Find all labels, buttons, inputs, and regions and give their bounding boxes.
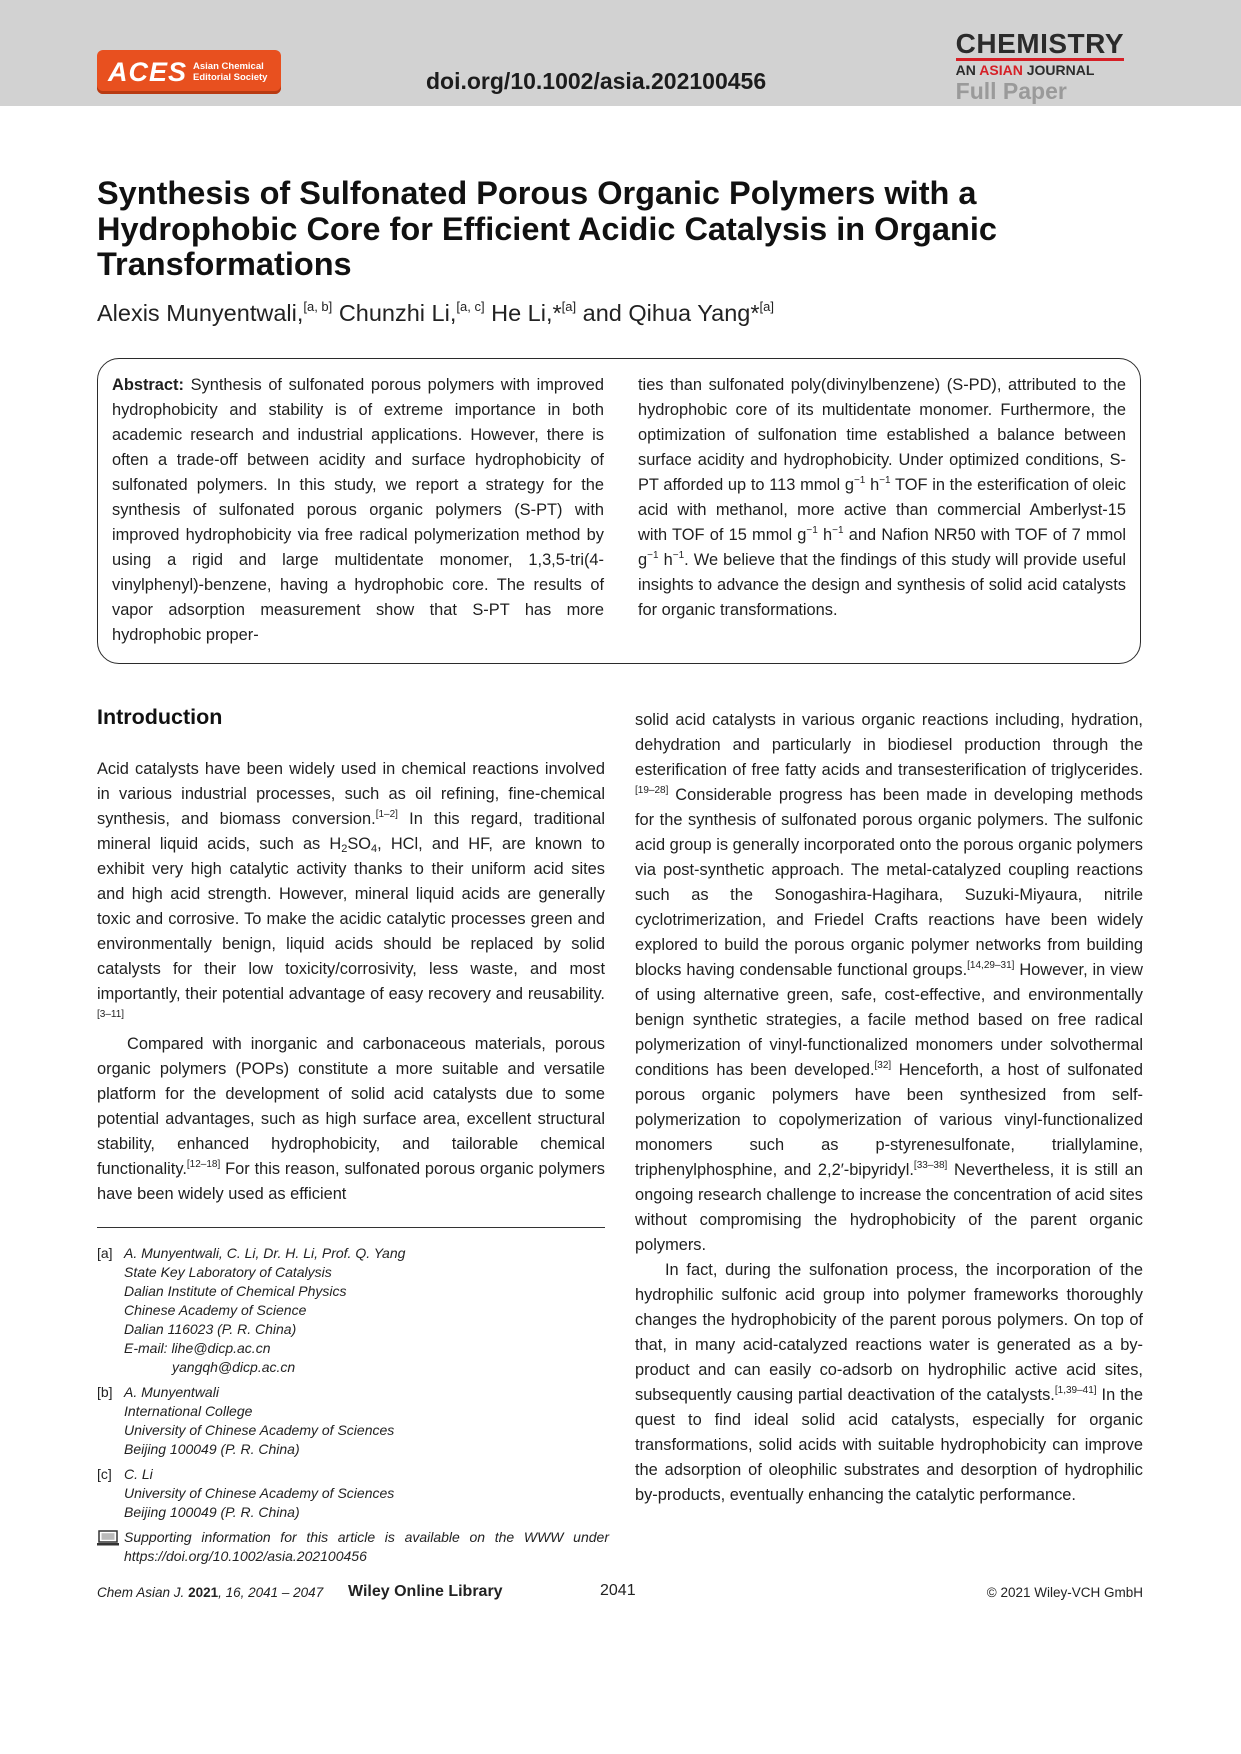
abstract-text: Synthesis of sulfonated porous polymers with improved hydrophobicity and stability is of extreme importance in both academic research and industrial applications. However, there is often a trade-off between acidity and surface hydrophobicity of sulfonated polymers. In this study, we report a strategy for the synthesis of sulfonated porous organic polymers (S-PT) with improved hydrophobicity via free radical polymerization method by using a rigid and large multidentate monomer, 1,3,5-tri(4-vinylphenyl)-benzene, having a hydrophobic core. The results of vapor adsorption measurement show that S-PT has more hydrophobic proper- [112, 376, 605, 644]
citation-link[interactable]: [19–28] [635, 785, 669, 796]
paragraph: Compared with inorganic and carbonaceous materials, porous organic polymers (POPs) constitute a more suitable and versatile platform for the development of solid acid catalysts due to some potential advantages, such as high surface area, excellent structural stability, enhanced hydrophobicity, and tailorable chemical functionality.[12–18] For this reason, sulfonated porous organic polymers have been widely used as efficient [97, 1035, 605, 1203]
footnote-item: [b] A. Munyentwali International College University of Chinese Academy of Sciences Beijing 100049 (P. R. China) [97, 1384, 395, 1457]
citation-link[interactable]: [12–18] [186, 1159, 221, 1170]
paragraph: Acid catalysts have been widely used in chemical reactions involved in various industrial processes, such as oil refining, fine-chemical synthesis, and biomass conversion.[1–2] In this regard, traditional mineral liquid acids, such as $H_2SO_4$, HCl, and HF, are known to exhibit very high catalytic activity thanks to their uniform acid sites and high acid strength. However, mineral liquid acids are generally toxic and corrosive. To make the acidic catalytic processes green and environmentally benign, liquid acids should be replaced by solid catalysts for their low toxicity/corrosivity, less waste, and most importantly, their potential advantage of easy recovery and reusability.[3–11] [97, 760, 605, 1020]
body-left-column [97, 757, 605, 1207]
author-name: and Qihua Yang* [582, 300, 760, 326]
paragraph: solid acid catalysts in various organic reactions including, hydration, dehydration and particularly in biodiesel production through the esterification of free fatty acids and transesterification of triglycerides.[19–28] Considerable progress has been made in developing methods for the synthesis of sulfonated porous organic polymers. The sulfonic acid group is generally incorporated onto the porous organic polymers via post-synthetic approach. The metal-catalyzed coupling reactions such as the Sonogashira-Hagihara, Suzuki-Miyaura, nitrile cyclotrimerization, and Friedel Crafts reactions have been widely explored to build the porous organic polymer networks from building blocks having condensable functional groups.[14,29–31] However, in view of using alternative green, safe, cost-effective, and environmentally benign synthetic strategies, a facile method based on free radical polymerization of vinyl-functionalized monomers under solvothermal conditions has been developed.[32] Henceforth, a host of sulfonated porous organic polymers have been synthesized from self-polymerization to copolymerization of various vinyl-functionalized monomers such as p-styrenesulfonate, triallylamine, triphenylphosphine, and 2,2′-bipyridyl.[33–38] Nevertheless, it is still an ongoing research challenge to increase the concentration of acid sites without compromising the hydrophobicity of the parent organic polymers. [635, 711, 1143, 1254]
abstract-label: Abstract: [112, 376, 184, 394]
affiliation-footnotes [97, 1244, 609, 1566]
society-logo[interactable] [97, 50, 281, 94]
footnote-item: [a] A. Munyentwali, C. Li, Dr. H. Li, Prof. Q. Yang State Key Laboratory of Catalysis Dalian Institute of Chemical Physics Chinese Academy of Science Dalian 116023 (P. R. China) E-mail: lihe@dicp.ac.cn yangqh@dicp.ac.cn [97, 1245, 406, 1375]
footnote-item: [c] C. Li University of Chinese Academy of Sciences Beijing 100049 (P. R. China) [97, 1466, 395, 1520]
author-name: Chunzhi Li, [338, 300, 457, 326]
author-name: He Li,* [491, 300, 562, 326]
article-type: Full Paper [955, 78, 1067, 104]
doi-link[interactable]: doi.org/10.1002/asia.202100456 [426, 68, 767, 94]
copyright: © 2021 Wiley-VCH GmbH [986, 1585, 1143, 1600]
abstract-right-column: ties than sulfonated poly(divinylbenzene) (S-PD), attributed to the hydrophobic core of its multidentate monomer. Furthermore, the optimization of sulfonation time established a balance between surface acidity and hydrophobicity. Under optimized conditions, S-PT afforded up to 113 mmol g$^{-1}$ h$^{-1}$ TOF in the esterification of oleic acid with methanol, more active than commercial Amberlyst-15 with TOF of 15 mmol g$^{-1}$ h$^{-1}$ and Nafion NR50 with TOF of 7 mmol g$^{-1}$ h$^{-1}$. We believe that the findings of this study will provide useful insights to advance the design and synthesis of solid acid catalysts for organic transformations. [638, 376, 1127, 619]
citation-link[interactable]: [14,29–31] [967, 960, 1015, 971]
citation-link[interactable]: [1,39–41] [1054, 1385, 1097, 1396]
author-name: Alexis Munyentwali, [97, 300, 304, 326]
citation-link[interactable]: [1–2] [375, 809, 398, 820]
computer-icon [97, 1530, 119, 1546]
journal-name: CHEMISTRY [955, 28, 1124, 59]
abstract-left-column [112, 373, 604, 648]
citation-footer: Chem Asian J. 2021, 16, 2041 – 2047 [97, 1585, 324, 1600]
paragraph: In fact, during the sulfonation process, the incorporation of the hydrophilic sulfonic acid group into polymer frameworks thoroughly changes the hydrophobicity of the parent porous polymers. On top of that, in many acid-catalyzed reactions water is generated as a by-product and can easily co-adsorb on hydrophilic active acid sites, subsequently causing partial deactivation of the catalysts.[1,39–41] In the quest to find ideal solid acid catalysts, especially for organic transformations, solid acids with suitable hydrophobicity can improve the adsorption of oleophilic substrates and desorption of hydrophilic by-products, eventually enhancing the catalytic performance. [635, 1261, 1143, 1504]
author-list: Alexis Munyentwali,[a, b] Chunzhi Li,[a, c] He Li,*[a] and Qihua Yang*[a] [97, 299, 774, 326]
wiley-online-library-link[interactable]: Wiley Online Library [348, 1583, 503, 1600]
body-right-column [635, 708, 1143, 1508]
citation-link[interactable]: [32] [874, 1060, 892, 1071]
journal-subtitle: AN ASIAN JOURNAL [955, 62, 1095, 78]
page-number: 2041 [600, 1582, 636, 1599]
supporting-info-link[interactable]: Supporting information for this article is available on the WWW under https://doi.org/10.1002/asia.202100456 [124, 1529, 609, 1564]
section-heading: Introduction [97, 705, 223, 729]
society-logo-subtitle: Asian Chemical Editorial Society [193, 61, 268, 83]
society-logo-word: ACES [108, 56, 188, 87]
footnote-divider [97, 1227, 605, 1228]
citation-link[interactable]: [3–11] [97, 1009, 125, 1020]
article-title: Synthesis of Sulfonated Porous Organic Polymers with a Hydrophobic Core for Efficient Acidic Catalysis in Organic Transformations [97, 175, 997, 282]
journal-logo [956, 30, 1124, 103]
email-link[interactable]: E-mail: lihe@dicp.ac.cn [124, 1340, 271, 1356]
supporting-info-note [97, 1528, 609, 1566]
citation-link[interactable]: [33–38] [913, 1160, 948, 1171]
email-link[interactable]: yangqh@dicp.ac.cn [172, 1359, 296, 1375]
